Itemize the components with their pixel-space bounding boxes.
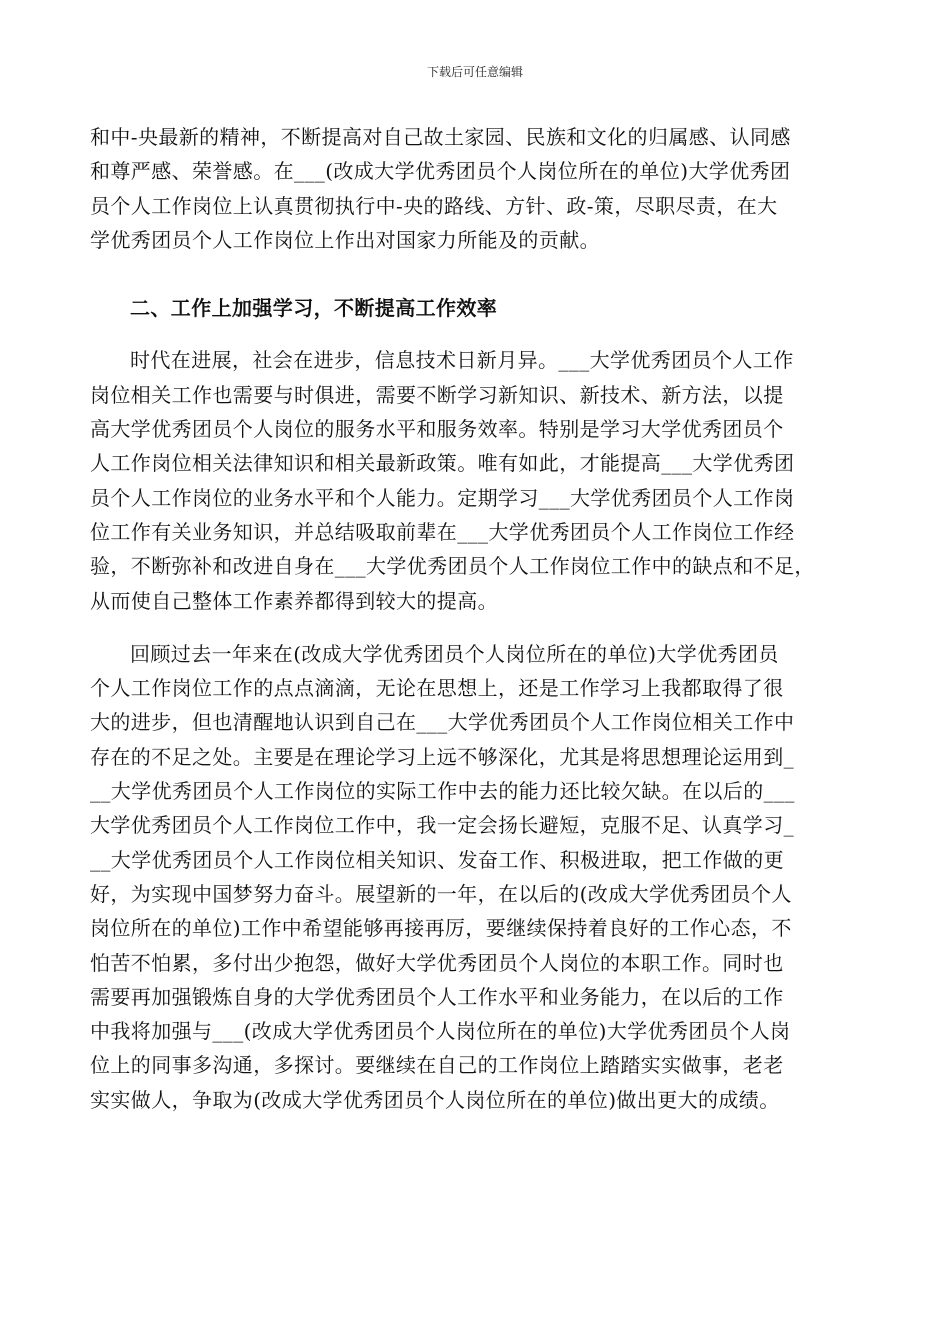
paragraph-line: 员个人工作岗位的业务水平和个人能力。定期学习___大学优秀团员个人工作岗	[90, 485, 795, 510]
paragraph-line: 实实做人，争取为(改成大学优秀团员个人岗位所在的单位)做出更大的成绩。	[90, 1087, 780, 1112]
section-heading: 二、工作上加强学习，不断提高工作效率	[130, 296, 498, 321]
paragraph-line: 个人工作岗位工作的点点滴滴，无论在思想上，还是工作学习上我都取得了很	[90, 676, 784, 701]
page-header-note: 下载后可任意编辑	[426, 65, 523, 79]
paragraph-line: 和尊严感、荣誉感。在___(改成大学优秀团员个人岗位所在的单位)大学优秀团	[90, 159, 791, 184]
paragraph-line: __大学优秀团员个人工作岗位的实际工作中去的能力还比较欠缺。在以后的___	[90, 779, 795, 804]
paragraph-line: 验，不断弥补和改进自身在___大学优秀团员个人工作岗位工作中的缺点和不足，	[90, 554, 815, 579]
paragraph-line: 位上的同事多沟通，多探讨。要继续在自己的工作岗位上踏踏实实做事，老老	[90, 1053, 784, 1078]
paragraph-line: 位工作有关业务知识，并总结吸取前辈在___大学优秀团员个人工作岗位工作经	[90, 519, 795, 544]
paragraph-line: 人工作岗位相关法律知识和相关最新政策。唯有如此，才能提高___大学优秀团	[90, 451, 795, 476]
paragraph-line: 时代在进展，社会在进步，信息技术日新月异。___大学优秀团员个人工作	[130, 348, 794, 373]
paragraph-line: __大学优秀团员个人工作岗位相关知识、发奋工作、积极进取，把工作做的更	[90, 847, 784, 872]
paragraph-line: 中我将加强与___(改成大学优秀团员个人岗位所在的单位)大学优秀团员个人岗	[90, 1019, 791, 1044]
paragraph-line: 高大学优秀团员个人岗位的服务水平和服务效率。特别是学习大学优秀团员个	[90, 417, 784, 442]
paragraph-line: 好，为实现中国梦努力奋斗。展望新的一年，在以后的(改成大学优秀团员个人	[90, 881, 792, 906]
paragraph-line: 需要再加强锻炼自身的大学优秀团员个人工作水平和业务能力，在以后的工作	[90, 984, 784, 1009]
paragraph-line: 从而使自己整体工作素养都得到较大的提高。	[90, 588, 498, 613]
paragraph-1	[90, 120, 870, 257]
paragraph-line: 怕苦不怕累，多付出少抱怨，做好大学优秀团员个人岗位的本职工作。同时也	[90, 950, 784, 975]
paragraph-line: 和中-央最新的精神，不断提高对自己故土家园、民族和文化的归属感、认同感	[90, 125, 791, 149]
document-body	[90, 120, 870, 1117]
paragraph-line: 大的进步，但也清醒地认识到自己在___大学优秀团员个人工作岗位相关工作中	[90, 710, 795, 735]
paragraph-3	[90, 637, 870, 1117]
paragraph-line: 回顾过去一年来在(改成大学优秀团员个人岗位所在的单位)大学优秀团员	[130, 641, 779, 666]
paragraph-line: 员个人工作岗位上认真贯彻执行中-央的路线、方针、政-策，尽职尽责，在大	[90, 193, 778, 218]
paragraph-line: 岗位相关工作也需要与时俱进，需要不断学习新知识、新技术、新方法，以提	[90, 382, 784, 407]
paragraph-line: 存在的不足之处。主要是在理论学习上远不够深化，尤其是将思想理论运用到_	[90, 744, 794, 769]
paragraph-2	[90, 343, 870, 617]
paragraph-line: 大学优秀团员个人工作岗位工作中，我一定会扬长避短，克服不足、认真学习_	[90, 813, 794, 838]
paragraph-line: 岗位所在的单位)工作中希望能够再接再厉，要继续保持着良好的工作心态，不	[90, 916, 792, 941]
paragraph-line: 学优秀团员个人工作岗位上作出对国家力所能及的贡献。	[90, 227, 600, 252]
